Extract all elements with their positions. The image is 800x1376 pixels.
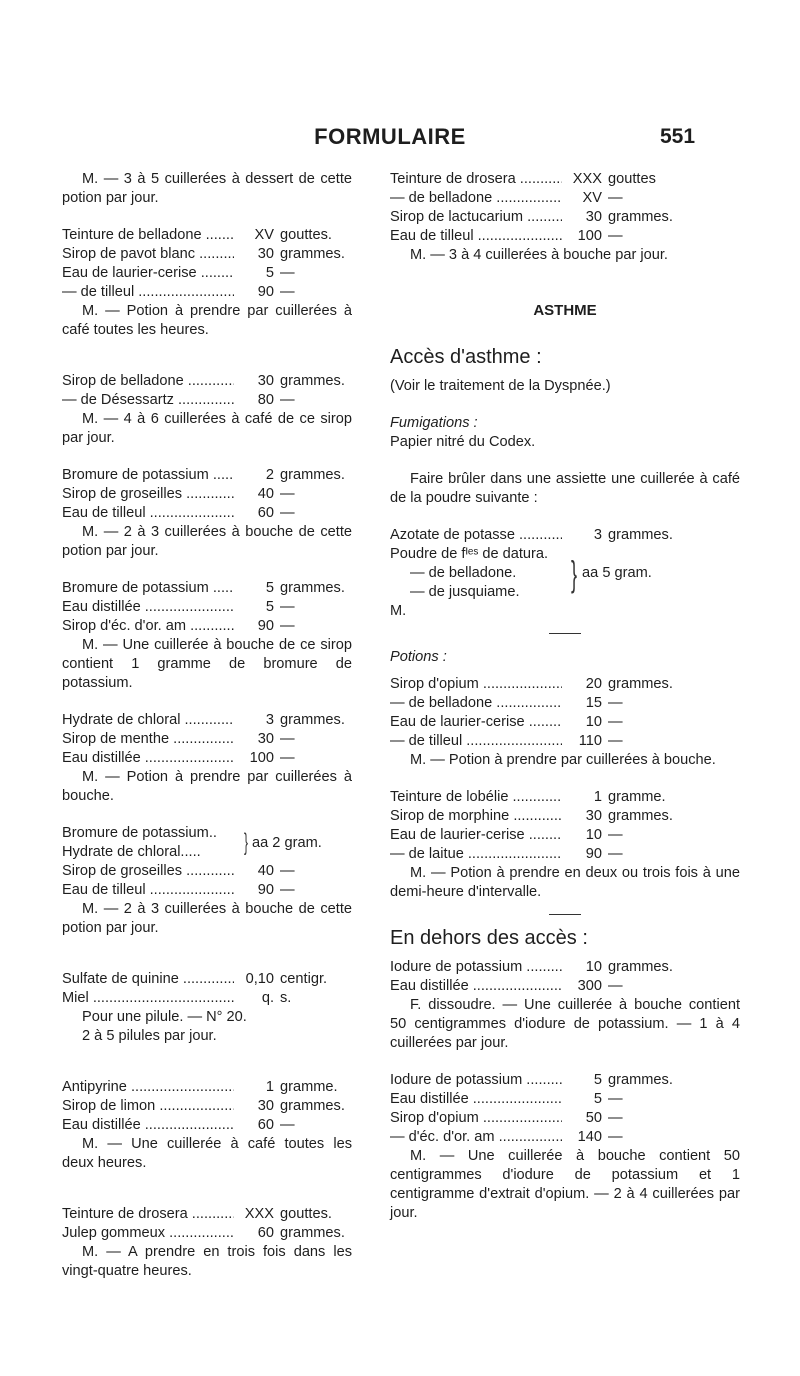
- formula: [390, 958, 740, 996]
- ingredient-quantity: aa 5 gram.: [582, 565, 652, 581]
- ingredient-row: [390, 1071, 740, 1090]
- ingredient-row: [390, 170, 740, 189]
- ingredient-quantity: 5: [593, 1091, 602, 1107]
- ingredient-quantity: 300: [577, 978, 602, 994]
- instruction-text: M. — Potion à prendre par cuillerées à bouche.: [62, 769, 352, 804]
- ingredient-name: Eau distillée .....: [390, 1090, 562, 1109]
- formula: [390, 526, 740, 545]
- formula: [390, 1071, 740, 1147]
- ingredient-name: Julep gommeux .....: [62, 1224, 234, 1243]
- instruction-text: M. — Potion à prendre en deux ou trois fois à une demi-heure d'intervalle.: [390, 865, 740, 900]
- ingredient-quantity: q.: [261, 990, 274, 1006]
- instruction-text: M.: [390, 603, 407, 619]
- ingredient-unit: —: [608, 228, 623, 244]
- ingredient-unit: grammes.: [280, 246, 345, 262]
- ingredient-quantity: 60: [257, 1117, 274, 1133]
- ingredient-row: [390, 227, 740, 246]
- ingredient-unit: —: [280, 265, 295, 281]
- ingredient-name: Teinture de belladone .....: [62, 226, 234, 245]
- ingredient-name: Iodure de potassium .....: [390, 958, 562, 977]
- ingredient-unit: —: [608, 714, 623, 730]
- ingredient-row: [62, 598, 352, 617]
- ingredient-name: Antipyrine .....: [62, 1078, 234, 1097]
- formula: [62, 1078, 352, 1135]
- ingredient-quantity: XXX: [572, 171, 602, 187]
- ingredient-quantity: 90: [257, 882, 274, 898]
- ingredient-name: Poudre de fᴵᵉˢ de datura.: [390, 546, 549, 562]
- ingredient-quantity: 20: [585, 676, 602, 692]
- formula: [390, 170, 740, 246]
- ingredient-row: [62, 1224, 352, 1243]
- formula: [62, 579, 352, 636]
- brace-icon: }: [244, 829, 249, 856]
- ingredient-unit: grammes.: [280, 1225, 345, 1241]
- ingredient-quantity: 15: [585, 695, 602, 711]
- ingredient-row: [62, 1205, 352, 1224]
- ingredient-quantity: 110: [578, 733, 602, 749]
- ingredient-name: Sirop de belladone .....: [62, 372, 234, 391]
- right-column: [390, 170, 740, 1223]
- ingredient-row: [62, 1097, 352, 1116]
- instruction-text: M. — 3 à 4 cuillerées à bouche par jour.: [410, 247, 668, 263]
- ingredient-unit: gramme.: [280, 1079, 338, 1095]
- instruction-text: M. — 2 à 3 cuillerées à bouche de cette potion par jour.: [62, 524, 352, 559]
- ingredient-quantity: 5: [265, 599, 274, 615]
- ingredient-quantity: 90: [257, 618, 274, 634]
- ingredient-name: Eau distillée .....: [390, 977, 562, 996]
- instruction-text: M. — Une cuillerée à café toutes les deux heures.: [62, 1136, 352, 1171]
- instruction-text: Papier nitré du Codex.: [390, 434, 536, 450]
- instruction-text: 2 à 5 pilules par jour.: [82, 1028, 217, 1044]
- page-header-title: FORMULAIRE: [314, 124, 466, 149]
- ingredient-unit: —: [280, 618, 295, 634]
- ingredient-name: Sirop de morphine .....: [390, 807, 562, 826]
- cross-reference: (Voir le traitement de la Dyspnée.): [390, 378, 611, 394]
- ingredient-name: Sirop de pavot blanc .....: [62, 245, 234, 264]
- ingredient-row: [390, 958, 740, 977]
- ingredient-name: — de tilleul .....: [390, 732, 562, 751]
- ingredient-row: [390, 788, 740, 807]
- ingredient-unit: —: [280, 284, 295, 300]
- divider: [549, 914, 581, 915]
- instruction-text: Pour une pilule. — N° 20.: [82, 1009, 247, 1025]
- instruction-text: F. dissoudre. — Une cuillerée à bouche contient 50 centigrammes d'iodure de potassium. — 1 à 4 cuillerées par jour.: [390, 997, 740, 1051]
- left-column: [62, 170, 352, 1281]
- ingredient-unit: grammes.: [608, 527, 673, 543]
- ingredient-unit: grammes.: [280, 1098, 345, 1114]
- ingredient-row: [390, 208, 740, 227]
- ingredient-name: Sirop d'opium .....: [390, 675, 562, 694]
- subsection-heading: Accès d'asthme :: [390, 346, 542, 368]
- ingredient-row: [390, 1128, 740, 1147]
- ingredient-name: Eau de tilleul .....: [390, 227, 562, 246]
- ingredient-name: — de belladone.: [410, 565, 517, 581]
- ingredient-quantity: 100: [577, 228, 602, 244]
- ingredient-quantity: 5: [265, 580, 274, 596]
- ingredient-name: Bromure de potassium..: [62, 825, 217, 841]
- formula: [390, 675, 740, 751]
- ingredient-row: [62, 989, 352, 1008]
- ingredient-name: Teinture de lobélie .....: [390, 788, 562, 807]
- ingredient-name: Eau de laurier-cerise .....: [62, 264, 234, 283]
- ingredient-quantity: 30: [257, 1098, 274, 1114]
- ingredient-row: [62, 466, 352, 485]
- ingredient-unit: gouttes.: [280, 1206, 332, 1222]
- ingredient-quantity: XXX: [244, 1206, 274, 1222]
- ingredient-name: Sirop de limon .....: [62, 1097, 234, 1116]
- ingredient-row: [62, 730, 352, 749]
- ingredient-row: [390, 1109, 740, 1128]
- ingredient-row: [62, 391, 352, 410]
- formula: [62, 1205, 352, 1243]
- ingredient-unit: —: [280, 731, 295, 747]
- ingredient-unit: —: [608, 827, 623, 843]
- formula: [62, 862, 352, 900]
- ingredient-unit: —: [608, 1110, 623, 1126]
- ingredient-quantity: XV: [582, 190, 602, 206]
- ingredient-row: [390, 826, 740, 845]
- instruction-text: M. — 2 à 3 cuillerées à bouche de cette potion par jour.: [62, 901, 352, 936]
- ingredient-unit: —: [608, 1129, 623, 1145]
- ingredient-quantity: 60: [257, 1225, 274, 1241]
- ingredient-name: Eau de tilleul .....: [62, 881, 234, 900]
- ingredient-quantity: 30: [585, 209, 602, 225]
- ingredient-name: Teinture de drosera .....: [390, 170, 562, 189]
- brace-icon: }: [571, 552, 578, 594]
- ingredient-quantity: 1: [593, 789, 602, 805]
- ingredient-row: [62, 970, 352, 989]
- ingredient-quantity: aa 2 gram.: [252, 834, 322, 851]
- ingredient-name: Miel .....: [62, 989, 234, 1008]
- ingredient-row: [62, 504, 352, 523]
- ingredient-name: Bromure de potassium .....: [62, 579, 234, 598]
- ingredient-row: [62, 485, 352, 504]
- ingredient-name: — de belladone .....: [390, 189, 562, 208]
- ingredient-quantity: 0,10: [245, 971, 274, 987]
- ingredient-name: Eau distillée .....: [62, 598, 234, 617]
- ingredient-unit: grammes.: [280, 712, 345, 728]
- ingredient-name: — d'éc. d'or. am .....: [390, 1128, 562, 1147]
- ingredient-quantity: 5: [265, 265, 274, 281]
- ingredient-quantity: 10: [585, 959, 602, 975]
- ingredient-row: [62, 1078, 352, 1097]
- ingredient-unit: —: [608, 190, 623, 206]
- ingredient-quantity: 100: [249, 750, 274, 766]
- category-label: Fumigations :: [390, 415, 478, 431]
- ingredient-quantity: 90: [585, 846, 602, 862]
- page-number: 551: [660, 125, 696, 148]
- ingredient-name: Sirop de groseilles .....: [62, 862, 234, 881]
- ingredient-quantity: 3: [593, 527, 602, 543]
- ingredient-row: [62, 579, 352, 598]
- ingredient-row: [62, 283, 352, 302]
- ingredient-unit: grammes.: [280, 373, 345, 389]
- ingredient-quantity: 80: [257, 392, 274, 408]
- ingredient-name: Sirop de groseilles .....: [62, 485, 234, 504]
- ingredient-name: Hydrate de chloral .....: [62, 711, 234, 730]
- ingredient-unit: gramme.: [608, 789, 666, 805]
- ingredient-row: [62, 245, 352, 264]
- ingredient-name: Hydrate de chloral.....: [62, 844, 201, 860]
- ingredient-unit: —: [280, 1117, 295, 1133]
- instruction-text: M. — Une cuillerée à bouche de ce sirop contient 1 gramme de bromure de potassium.: [62, 637, 352, 691]
- ingredient-quantity: 3: [265, 712, 274, 728]
- ingredient-unit: —: [608, 846, 623, 862]
- ingredient-name: Sulfate de quinine .....: [62, 970, 234, 989]
- ingredient-unit: grammes.: [608, 1072, 673, 1088]
- ingredient-name: Eau de tilleul .....: [62, 504, 234, 523]
- ingredient-quantity: 40: [257, 863, 274, 879]
- ingredient-row: [390, 189, 740, 208]
- ingredient-name: — de belladone .....: [390, 694, 562, 713]
- brace-formula: [62, 824, 352, 862]
- ingredient-quantity: 30: [257, 731, 274, 747]
- ingredient-unit: —: [280, 863, 295, 879]
- ingredient-unit: —: [608, 1091, 623, 1107]
- ingredient-unit: —: [280, 486, 295, 502]
- formula: [62, 711, 352, 768]
- ingredient-row: [390, 675, 740, 694]
- ingredient-row: [390, 845, 740, 864]
- ingredient-unit: —: [280, 882, 295, 898]
- ingredient-name: Eau distillée .....: [62, 1116, 234, 1135]
- ingredient-unit: grammes.: [608, 209, 673, 225]
- ingredient-unit: grammes.: [280, 580, 345, 596]
- formula: [62, 970, 352, 1008]
- ingredient-quantity: 60: [257, 505, 274, 521]
- instruction-text: M. — Potion à prendre par cuillerées à café toutes les heures.: [62, 303, 352, 338]
- ingredient-name: Sirop d'éc. d'or. am .....: [62, 617, 234, 636]
- ingredient-quantity: 10: [585, 714, 602, 730]
- ingredient-name: — de tilleul .....: [62, 283, 234, 302]
- ingredient-name: — de Désessartz .....: [62, 391, 234, 410]
- ingredient-unit: grammes.: [608, 808, 673, 824]
- ingredient-unit: grammes.: [608, 959, 673, 975]
- ingredient-row: [390, 977, 740, 996]
- ingredient-quantity: 40: [257, 486, 274, 502]
- ingredient-quantity: XV: [254, 227, 274, 243]
- ingredient-quantity: 30: [585, 808, 602, 824]
- instruction-text: M. — A prendre en trois fois dans les vingt-quatre heures.: [62, 1244, 352, 1279]
- ingredient-row: [62, 749, 352, 768]
- ingredient-quantity: 140: [577, 1129, 602, 1145]
- ingredient-unit: —: [608, 978, 623, 994]
- ingredient-name: Bromure de potassium .....: [62, 466, 234, 485]
- brace-formula: [390, 545, 740, 602]
- ingredient-name: Teinture de drosera .....: [62, 1205, 234, 1224]
- ingredient-quantity: 50: [585, 1110, 602, 1126]
- ingredient-quantity: 90: [257, 284, 274, 300]
- ingredient-row: [62, 711, 352, 730]
- ingredient-row: [390, 1090, 740, 1109]
- ingredient-unit: s.: [280, 990, 292, 1006]
- ingredient-row: [62, 1116, 352, 1135]
- ingredient-row: [390, 713, 740, 732]
- ingredient-quantity: 30: [257, 373, 274, 389]
- ingredient-quantity: 10: [585, 827, 602, 843]
- ingredient-row: [62, 862, 352, 881]
- ingredient-unit: —: [280, 505, 295, 521]
- formula: [62, 226, 352, 302]
- ingredient-name: — de laitue .....: [390, 845, 562, 864]
- formula: [62, 466, 352, 523]
- ingredient-name: Sirop de menthe .....: [62, 730, 234, 749]
- category-label: Potions :: [390, 649, 447, 665]
- ingredient-row: [62, 226, 352, 245]
- ingredient-quantity: 1: [265, 1079, 274, 1095]
- section-heading: ASTHME: [533, 302, 597, 319]
- divider: [549, 633, 581, 634]
- ingredient-unit: grammes.: [280, 467, 345, 483]
- ingredient-unit: gouttes.: [280, 227, 332, 243]
- ingredient-row: [390, 732, 740, 751]
- ingredient-unit: —: [608, 733, 623, 749]
- ingredient-row: [390, 526, 740, 545]
- ingredient-name: Sirop de lactucarium .....: [390, 208, 562, 227]
- ingredient-row: [62, 264, 352, 283]
- ingredient-name: Eau distillée .....: [62, 749, 234, 768]
- instruction-text: Faire brûler dans une assiette une cuillerée à café de la poudre suivante :: [390, 471, 740, 506]
- ingredient-row: [62, 617, 352, 636]
- ingredient-unit: —: [280, 392, 295, 408]
- ingredient-unit: —: [608, 695, 623, 711]
- ingredient-name: Eau de laurier-cerise .....: [390, 713, 562, 732]
- ingredient-name: Azotate de potasse .....: [390, 526, 562, 545]
- ingredient-row: [390, 807, 740, 826]
- ingredient-quantity: 5: [593, 1072, 602, 1088]
- instruction-text: M. — Potion à prendre par cuillerées à bouche.: [410, 752, 716, 768]
- ingredient-name: — de jusquiame.: [410, 584, 520, 600]
- formula: [62, 372, 352, 410]
- ingredient-unit: centigr.: [280, 971, 328, 987]
- instruction-text: M. — 3 à 5 cuillerées à dessert de cette potion par jour.: [62, 171, 352, 206]
- ingredient-name: Iodure de potassium .....: [390, 1071, 562, 1090]
- ingredient-row: [62, 372, 352, 391]
- ingredient-unit: grammes.: [608, 676, 673, 692]
- ingredient-row: [62, 881, 352, 900]
- subsection-heading: En dehors des accès :: [390, 927, 588, 949]
- ingredient-unit: —: [280, 750, 295, 766]
- formula: [390, 788, 740, 864]
- ingredient-name: Eau de laurier-cerise .....: [390, 826, 562, 845]
- instruction-text: M. — Une cuillerée à bouche contient 50 centigrammes d'iodure de potassium et 1 centigramme d'extrait d'opium. — 2 à 4 cuillerées par jour.: [390, 1148, 740, 1221]
- ingredient-quantity: 30: [257, 246, 274, 262]
- ingredient-row: [390, 694, 740, 713]
- ingredient-name: Sirop d'opium .....: [390, 1109, 562, 1128]
- ingredient-quantity: 2: [265, 467, 274, 483]
- instruction-text: M. — 4 à 6 cuillerées à café de ce sirop par jour.: [62, 411, 352, 446]
- ingredient-unit: —: [280, 599, 295, 615]
- ingredient-unit: gouttes: [608, 171, 656, 187]
